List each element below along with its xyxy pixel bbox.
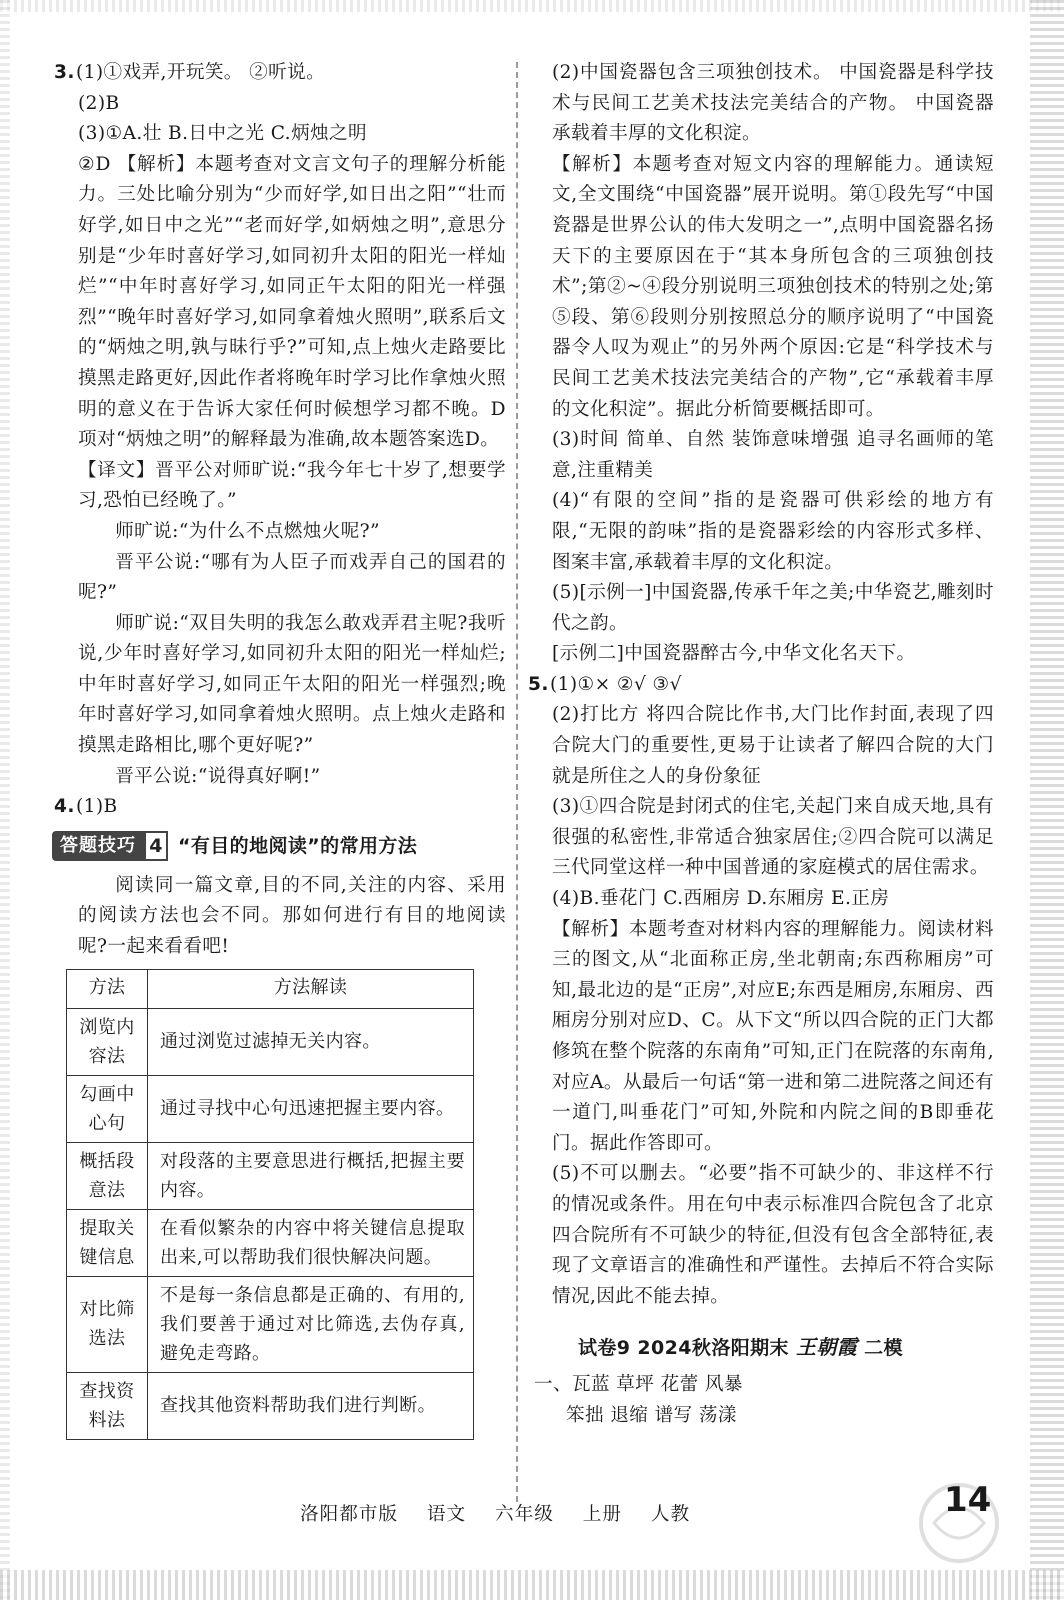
table-row bbox=[67, 1372, 474, 1439]
table-row bbox=[67, 1209, 474, 1276]
column-divider bbox=[516, 62, 518, 1502]
q3-translation-5: 晋平公说:“说得真好啊!” bbox=[115, 765, 321, 787]
method-name: 对比筛选法 bbox=[67, 1276, 148, 1372]
tip-badge: 答题技巧 bbox=[52, 831, 144, 861]
table-header-row bbox=[67, 969, 474, 1008]
method-name: 浏览内容法 bbox=[67, 1008, 148, 1075]
footer-subject: 语文 bbox=[426, 1504, 467, 1525]
exam-title-main: 试卷9 2024秋洛阳期末 bbox=[578, 1337, 789, 1360]
decorative-border-bottom bbox=[0, 1570, 1064, 1600]
table-header-method: 方法 bbox=[67, 969, 148, 1008]
footer-grade: 六年级 bbox=[495, 1504, 554, 1525]
q4-line2: (2)中国瓷器包含三项独创技术。 中国瓷器是科学技术与民间工艺美术技法完美结合的产物。 中国瓷器承载着丰厚的文化积淀。 bbox=[552, 62, 994, 145]
method-name: 勾画中心句 bbox=[67, 1075, 148, 1142]
exam-title bbox=[578, 1332, 994, 1364]
table-header-explanation: 方法解读 bbox=[148, 969, 474, 1008]
q5-line4: (4)B.垂花门 C.西厢房 D.东厢房 E.正房 bbox=[552, 888, 890, 910]
q5-line1: 5.(1)①× ②√ ③√ bbox=[532, 670, 994, 701]
q3-line3: (3)①A.壮 B.日中之光 C.炳烛之明 bbox=[78, 123, 367, 145]
q5-line5: (5)不可以删去。“必要”指不可缺少的、非这样不行的情况或条件。用在句中表示标准四合院包含了北京四合院所有不可缺少的特征,但没有包含全部特征,表现了文章语言的准确性和严谨性。去掉后不符合实际情况,因此不能去掉。 bbox=[552, 1163, 994, 1307]
q5-line3: (3)①四合院是封闭式的住宅,关起门来自成天地,具有很强的私密性,非常适合独家居住;②四合院可以满足三代同堂这样一种中国普通的家庭模式的居住需求。 bbox=[552, 796, 994, 879]
footer-volume: 上册 bbox=[582, 1504, 622, 1525]
decorative-border-right bbox=[1030, 0, 1064, 1600]
exam-title-suffix: 二模 bbox=[864, 1337, 903, 1360]
tip-intro: 阅读同一篇文章,目的不同,关注的内容、采用的阅读方法也会不同。那如何进行有目的地阅读呢?一起来看看吧! bbox=[78, 874, 506, 958]
q5-line2: (2)打比方 将四合院比作书,大门比作封面,表现了四合院大门的重要性,更易于让读者了解四合院的大门就是所住之人的身份象征 bbox=[552, 704, 994, 787]
q3-number: 3. bbox=[54, 62, 75, 83]
table-row bbox=[67, 1008, 474, 1075]
q5-number: 5. bbox=[528, 673, 549, 695]
q3-translation-2: 师旷说:“为什么不点燃烛火呢?” bbox=[115, 520, 380, 542]
reading-methods-table bbox=[66, 969, 474, 1440]
q4-line5b: [示例二]中国瓷器醉古今,中华文化名天下。 bbox=[552, 643, 916, 665]
q4-analysis: 【解析】本题考查对短文内容的理解能力。通读短文,全文围绕“中国瓷器”展开说明。第①段先写“中国瓷器是世界公认的伟大发明之一”,点明中国瓷器名扬天下的主要原因在于“其本身所包含的三项独创技术”;第②~④段分别说明三项独创技术的特别之处;第⑤段、第⑥段则分别按照总分的顺序说明了“中国瓷器令人叹为观止”的另外两个原因:它是“科学技术与民间工艺美术技法完美结合的产物”,它“承载着丰厚的文化积淀”。据此分析简要概括即可。 bbox=[552, 153, 994, 420]
table-row bbox=[67, 1276, 474, 1372]
method-desc: 通过浏览过滤掉无关内容。 bbox=[148, 1008, 474, 1075]
method-desc: 查找其他资料帮助我们进行判断。 bbox=[148, 1372, 474, 1439]
tip-title: “有目的地阅读”的常用方法 bbox=[178, 834, 418, 857]
page-footer bbox=[300, 1500, 712, 1526]
q4-line4: (4)“有限的空间”指的是瓷器可供彩绘的地方有限,“无限的韵味”指的是瓷器彩绘的内容形式多样、图案丰富,承载着丰厚的文化积淀。 bbox=[552, 490, 994, 573]
q3-translation-4: 师旷说:“双目失明的我怎么敢戏弄君主呢?我听说,少年时喜好学习,如同初升太阳的阳光一样灿烂;中年时喜好学习,如同正午太阳的阳光一样强烈;晚年时喜好学习,如同拿着烛火照明。点上烛火走路和摸黑走路相比,哪个更好呢?” bbox=[78, 612, 506, 757]
exam-title-brand: 王朝霞 bbox=[795, 1335, 858, 1360]
exam-answer-line2: 笨拙 退缩 谱写 荡漾 bbox=[566, 1404, 737, 1426]
q3-line1: 3.(1)①戏弄,开玩笑。 ②听说。 bbox=[58, 58, 506, 89]
method-name: 概括段意法 bbox=[67, 1142, 148, 1209]
exam-answer-line1: 一、瓦蓝 草坪 花蕾 风暴 bbox=[534, 1373, 743, 1395]
method-name: 提取关键信息 bbox=[67, 1209, 148, 1276]
q3-line2: (2)B bbox=[78, 92, 120, 114]
table-row bbox=[67, 1075, 474, 1142]
decorative-border-left bbox=[0, 0, 10, 1600]
footer-edition: 洛阳都市版 bbox=[300, 1504, 398, 1525]
method-name: 查找资料法 bbox=[67, 1372, 148, 1439]
q4-line1: 4.(1)B bbox=[58, 792, 506, 823]
q4-line5: (5)[示例一]中国瓷器,传承千年之美;中华瓷艺,雕刻时代之韵。 bbox=[552, 582, 995, 634]
tip-number: 4 bbox=[144, 831, 168, 861]
q5-analysis: 【解析】本题考查对材料内容的理解能力。阅读材料三的图文,从“北面称正房,坐北朝南;东西称厢房”可知,最北边的是“正房”,对应E;东西是厢房,东厢房、西厢房分别对应D、C。从下文“所以四合院的正门大都修筑在整个院落的东南角”可知,正门在院落的东南角,对应A。从最后一句话“第一进和第二进院落之间还有一道门,叫垂花门”可知,外院和内院之间的B即垂花门。据此作答即可。 bbox=[552, 918, 994, 1154]
q3-translation: 【译文】晋平公对师旷说:“我今年七十岁了,想要学习,恐怕已经晚了。” bbox=[78, 459, 506, 512]
method-desc: 在看似繁杂的内容中将关键信息提取出来,可以帮助我们很快解决问题。 bbox=[148, 1209, 474, 1276]
left-column bbox=[54, 58, 506, 1440]
footer-publisher: 人教 bbox=[650, 1504, 691, 1525]
table-row bbox=[67, 1142, 474, 1209]
q3-translation-3: 晋平公说:“哪有为人臣子而戏弄自己的国君的呢?” bbox=[78, 551, 506, 604]
q4-number: 4. bbox=[54, 796, 75, 818]
right-column bbox=[528, 58, 995, 1431]
q4-line3: (3)时间 简单、自然 装饰意味增强 追寻名画师的笔意,注重精美 bbox=[552, 429, 994, 481]
decorative-border-top bbox=[0, 0, 1064, 12]
q3-analysis: ②D 【解析】本题考查对文言文句子的理解分析能力。三处比喻分别为“少而好学,如日出之阳”“壮而好学,如日中之光”“老而好学,如炳烛之明”,意思分别是“少年时喜好学习,如同初升太阳的阳光一样灿烂”“中年时喜好学习,如同正午太阳的阳光一样强烈”“晚年时喜好学习,如同拿着烛火照明”,联系后文的“炳烛之明,孰与昧行乎?”可知,点上烛火走路要比摸黑走路更好,因此作者将晚年时学习比作拿烛火照明的意义在于告诉大家任何时候想学习都不晚。D项对“炳烛之明”的解释最为准确,故本题答案选D。 bbox=[78, 153, 506, 451]
page-number: 14 bbox=[944, 1480, 992, 1520]
answer-tip-header bbox=[52, 829, 506, 863]
method-desc: 对段落的主要意思进行概括,把握主要内容。 bbox=[148, 1142, 474, 1209]
method-desc: 不是每一条信息都是正确的、有用的,我们要善于通过对比筛选,去伪存真,避免走弯路。 bbox=[148, 1276, 474, 1372]
method-desc: 通过寻找中心句迅速把握主要内容。 bbox=[148, 1075, 474, 1142]
